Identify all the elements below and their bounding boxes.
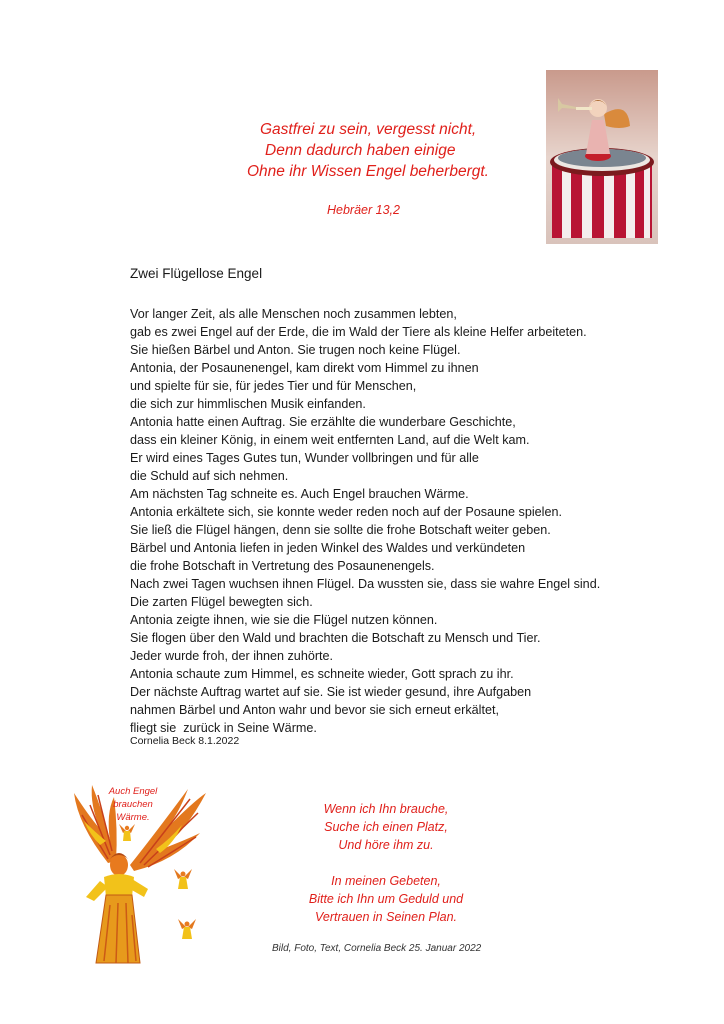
story-line: fliegt sie zurück in Seine Wärme. — [130, 721, 317, 735]
story-line: Sie flogen über den Wald und brachten die Botschaft zu Mensch und Tier. — [130, 631, 541, 645]
story-line: Antonia schaute zum Himmel, es schneite wieder, Gott sprach zu ihr. — [130, 667, 514, 681]
epigraph-line: Denn dadurch haben einige — [265, 142, 456, 159]
angel-caption-line: Wärme. — [116, 812, 150, 823]
epigraph-line: Ohne ihr Wissen Engel beherbergt. — [247, 163, 489, 180]
story-line: Antonia erkältete sich, sie konnte weder reden noch auf der Posaune spielen. — [130, 505, 562, 519]
story-line: dass ein kleiner König, in einem weit entfernten Land, auf die Welt kam. — [130, 433, 530, 447]
credit-line: Bild, Foto, Text, Cornelia Beck 25. Januar 2022 — [272, 943, 482, 954]
angel-caption — [102, 785, 164, 824]
music-box-trumpet-angel-photo — [546, 70, 658, 244]
epigraph-line: Gastfrei zu sein, vergesst nicht, — [260, 121, 477, 138]
story-line: Jeder wurde froh, der ihnen zuhörte. — [130, 649, 334, 663]
story-line: Vor langer Zeit, als alle Menschen noch zusammen lebten, — [130, 307, 457, 321]
poem-line: Wenn ich Ihn brauche, — [323, 802, 449, 816]
story-line: Antonia zeigte ihnen, wie sie die Flügel nutzen können. — [130, 613, 438, 627]
story-line: nahmen Bärbel und Anton wahr und bevor sie sich erneut erkältet, — [130, 703, 499, 717]
story-line: Antonia, der Posaunenengel, kam direkt vom Himmel zu ihnen — [130, 361, 479, 375]
story-line: Die zarten Flügel bewegten sich. — [130, 595, 313, 609]
story-text — [130, 305, 630, 737]
story-line: und spielte für sie, für jedes Tier und für Menschen, — [130, 379, 417, 393]
poem-line: Bitte ich Ihn um Geduld und — [308, 892, 464, 906]
angel-caption-line: Auch Engel — [108, 786, 158, 797]
story-signature: Cornelia Beck 8.1.2022 — [130, 735, 240, 747]
story-line: die sich zur himmlischen Musik einfanden. — [130, 397, 366, 411]
story-line: Nach zwei Tagen wuchsen ihnen Flügel. Da wussten sie, dass sie wahre Engel sind. — [130, 577, 601, 591]
bible-reference: Hebräer 13,2 — [327, 203, 400, 217]
story-line: Sie ließ die Flügel hängen, denn sie sollte die frohe Botschaft weiter geben. — [130, 523, 551, 537]
poem-line: Und höre ihm zu. — [338, 838, 434, 852]
story-line: Der nächste Auftrag wartet auf sie. Sie ist wieder gesund, ihre Aufgaben — [130, 685, 532, 699]
angel-drawing-icon — [70, 785, 210, 970]
story-line: Bärbel und Antonia liefen in jeden Winkel des Waldes und verkündeten — [130, 541, 526, 555]
poem-line: In meinen Gebeten, — [331, 874, 441, 888]
poem-line: Vertrauen in Seinen Plan. — [315, 910, 457, 924]
story-line: gab es zwei Engel auf der Erde, die im Wald der Tiere als kleine Helfer arbeiteten. — [130, 325, 587, 339]
story-line: die Schuld auf sich nehmen. — [130, 469, 289, 483]
poem-line: Suche ich einen Platz, — [324, 820, 448, 834]
angel-caption-line: brauchen — [113, 799, 153, 810]
story-line: Antonia hatte einen Auftrag. Sie erzählte die wunderbare Geschichte, — [130, 415, 516, 429]
story-line: Sie hießen Bärbel und Anton. Sie trugen noch keine Flügel. — [130, 343, 461, 357]
story-line: die frohe Botschaft in Vertretung des Posaunenengels. — [130, 559, 435, 573]
story-line: Er wird eines Tages Gutes tun, Wunder vollbringen und für alle — [130, 451, 479, 465]
story-title: Zwei Flügellose Engel — [130, 266, 263, 281]
closing-poem — [266, 800, 506, 926]
epigraph — [200, 119, 540, 182]
story-line: Am nächsten Tag schneite es. Auch Engel brauchen Wärme. — [130, 487, 469, 501]
